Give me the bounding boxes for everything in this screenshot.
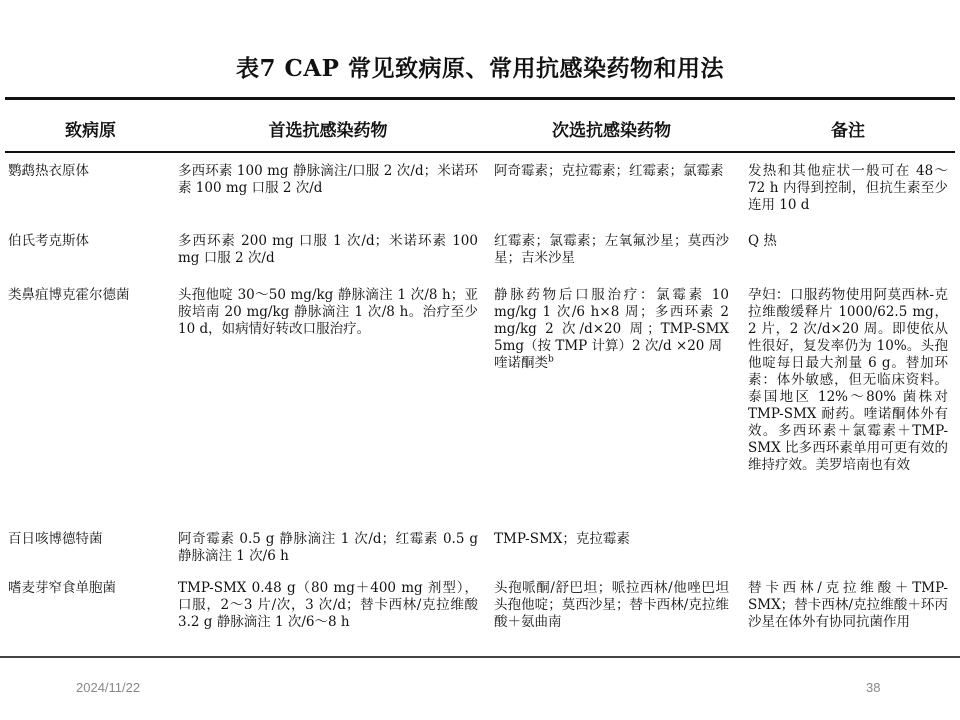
- header-second-choice: 次选抗感染药物: [552, 121, 671, 141]
- cell-second-choice: 红霉素；氯霉素；左氧氟沙星；莫西沙星；吉米沙星: [494, 233, 729, 266]
- slide-date: 2024/11/22: [76, 680, 141, 695]
- cell-second-choice: 头孢哌酮/舒巴坦；哌拉西林/他唑巴坦头孢他啶；莫西沙星；替卡西林/克拉维酸＋氨曲南: [494, 580, 729, 630]
- header-first-choice: 首选抗感染药物: [268, 121, 388, 141]
- cell-notes: 替卡西林/克拉维酸＋TMP-SMX；替卡西林/克拉维酸＋环丙沙星在体外有协同抗菌作用: [748, 580, 948, 630]
- cell-pathogen: 嗜麦芽窄食单胞菌: [8, 580, 116, 596]
- table-bottom-rule: [0, 656, 960, 658]
- cell-first-choice: 多西环素 100 mg 静脉滴注/口服 2 次/d；米诺环素 100 mg 口服 2 次/d: [178, 163, 478, 196]
- cell-notes: 孕妇：口服药物使用阿莫西林-克拉维酸缓释片 1000/62.5 mg，2 片，2 次/d×20 周。即使依从性很好，复发率仍为 10%。头孢他啶每日最大剂量 6 g。替加环素：体外敏感，但无临床资料。泰国地区 12%～80% 菌株对 TMP-SMX 耐药。喹诺酮体外有效。多西环素＋氯霉素＋TMP-SMX 比多西环素单用可更有效的维持疗效。美罗培南也有效: [748, 287, 948, 473]
- cell-notes: Q 热: [748, 233, 777, 249]
- cell-second-choice: 静脉药物后口服治疗：氯霉素 10 mg/kg 1 次/6 h×8 周；多西环素 2 mg/kg 2 次/d×20 周；TMP-SMX 5mg（按 TMP 计算）2 次/d ×20 周 喹诺酮类$^b$: [494, 287, 729, 371]
- cell-pathogen: 伯氏考克斯体: [8, 233, 89, 249]
- header-rule: [5, 151, 955, 153]
- table-top-rule: [5, 97, 955, 100]
- cell-notes: 发热和其他症状一般可在 48～72 h 内得到控制，但抗生素至少连用 10 d: [748, 163, 948, 213]
- cell-first-choice: 阿奇霉素 0.5 g 静脉滴注 1 次/d；红霉素 0.5 g 静脉滴注 1 次/6 h: [178, 531, 478, 564]
- cell-pathogen: 鹦鹉热衣原体: [8, 163, 89, 179]
- slide-number: 38: [866, 680, 881, 695]
- cell-pathogen: 百日咳博德特菌: [8, 531, 103, 547]
- header-notes: 备注: [831, 121, 865, 141]
- cell-second-choice: TMP-SMX；克拉霉素: [494, 531, 630, 547]
- cell-first-choice: 头孢他啶 30～50 mg/kg 静脉滴注 1 次/8 h；亚胺培南 20 mg/kg 静脉滴注 1 次/8 h。治疗至少 10 d，如病情好转改口服治疗。: [178, 287, 478, 337]
- cell-first-choice: TMP-SMX 0.48 g（80 mg＋400 mg 剂型），口服，2～3 片/次，3 次/d；替卡西林/克拉维酸 3.2 g 静脉滴注 1 次/6～8 h: [178, 580, 478, 630]
- footnote-marker: b: [548, 354, 554, 365]
- cell-pathogen: 类鼻疽博克霍尔德菌: [8, 287, 130, 303]
- table-title: 表7 CAP 常见致病原、常用抗感染药物和用法: [236, 55, 724, 82]
- cell-second-choice: 阿奇霉素；克拉霉素；红霉素；氯霉素: [494, 163, 724, 179]
- cell-first-choice: 多西环素 200 mg 口服 1 次/d；米诺环素 100 mg 口服 2 次/d: [178, 233, 478, 266]
- header-pathogen: 致病原: [65, 121, 116, 141]
